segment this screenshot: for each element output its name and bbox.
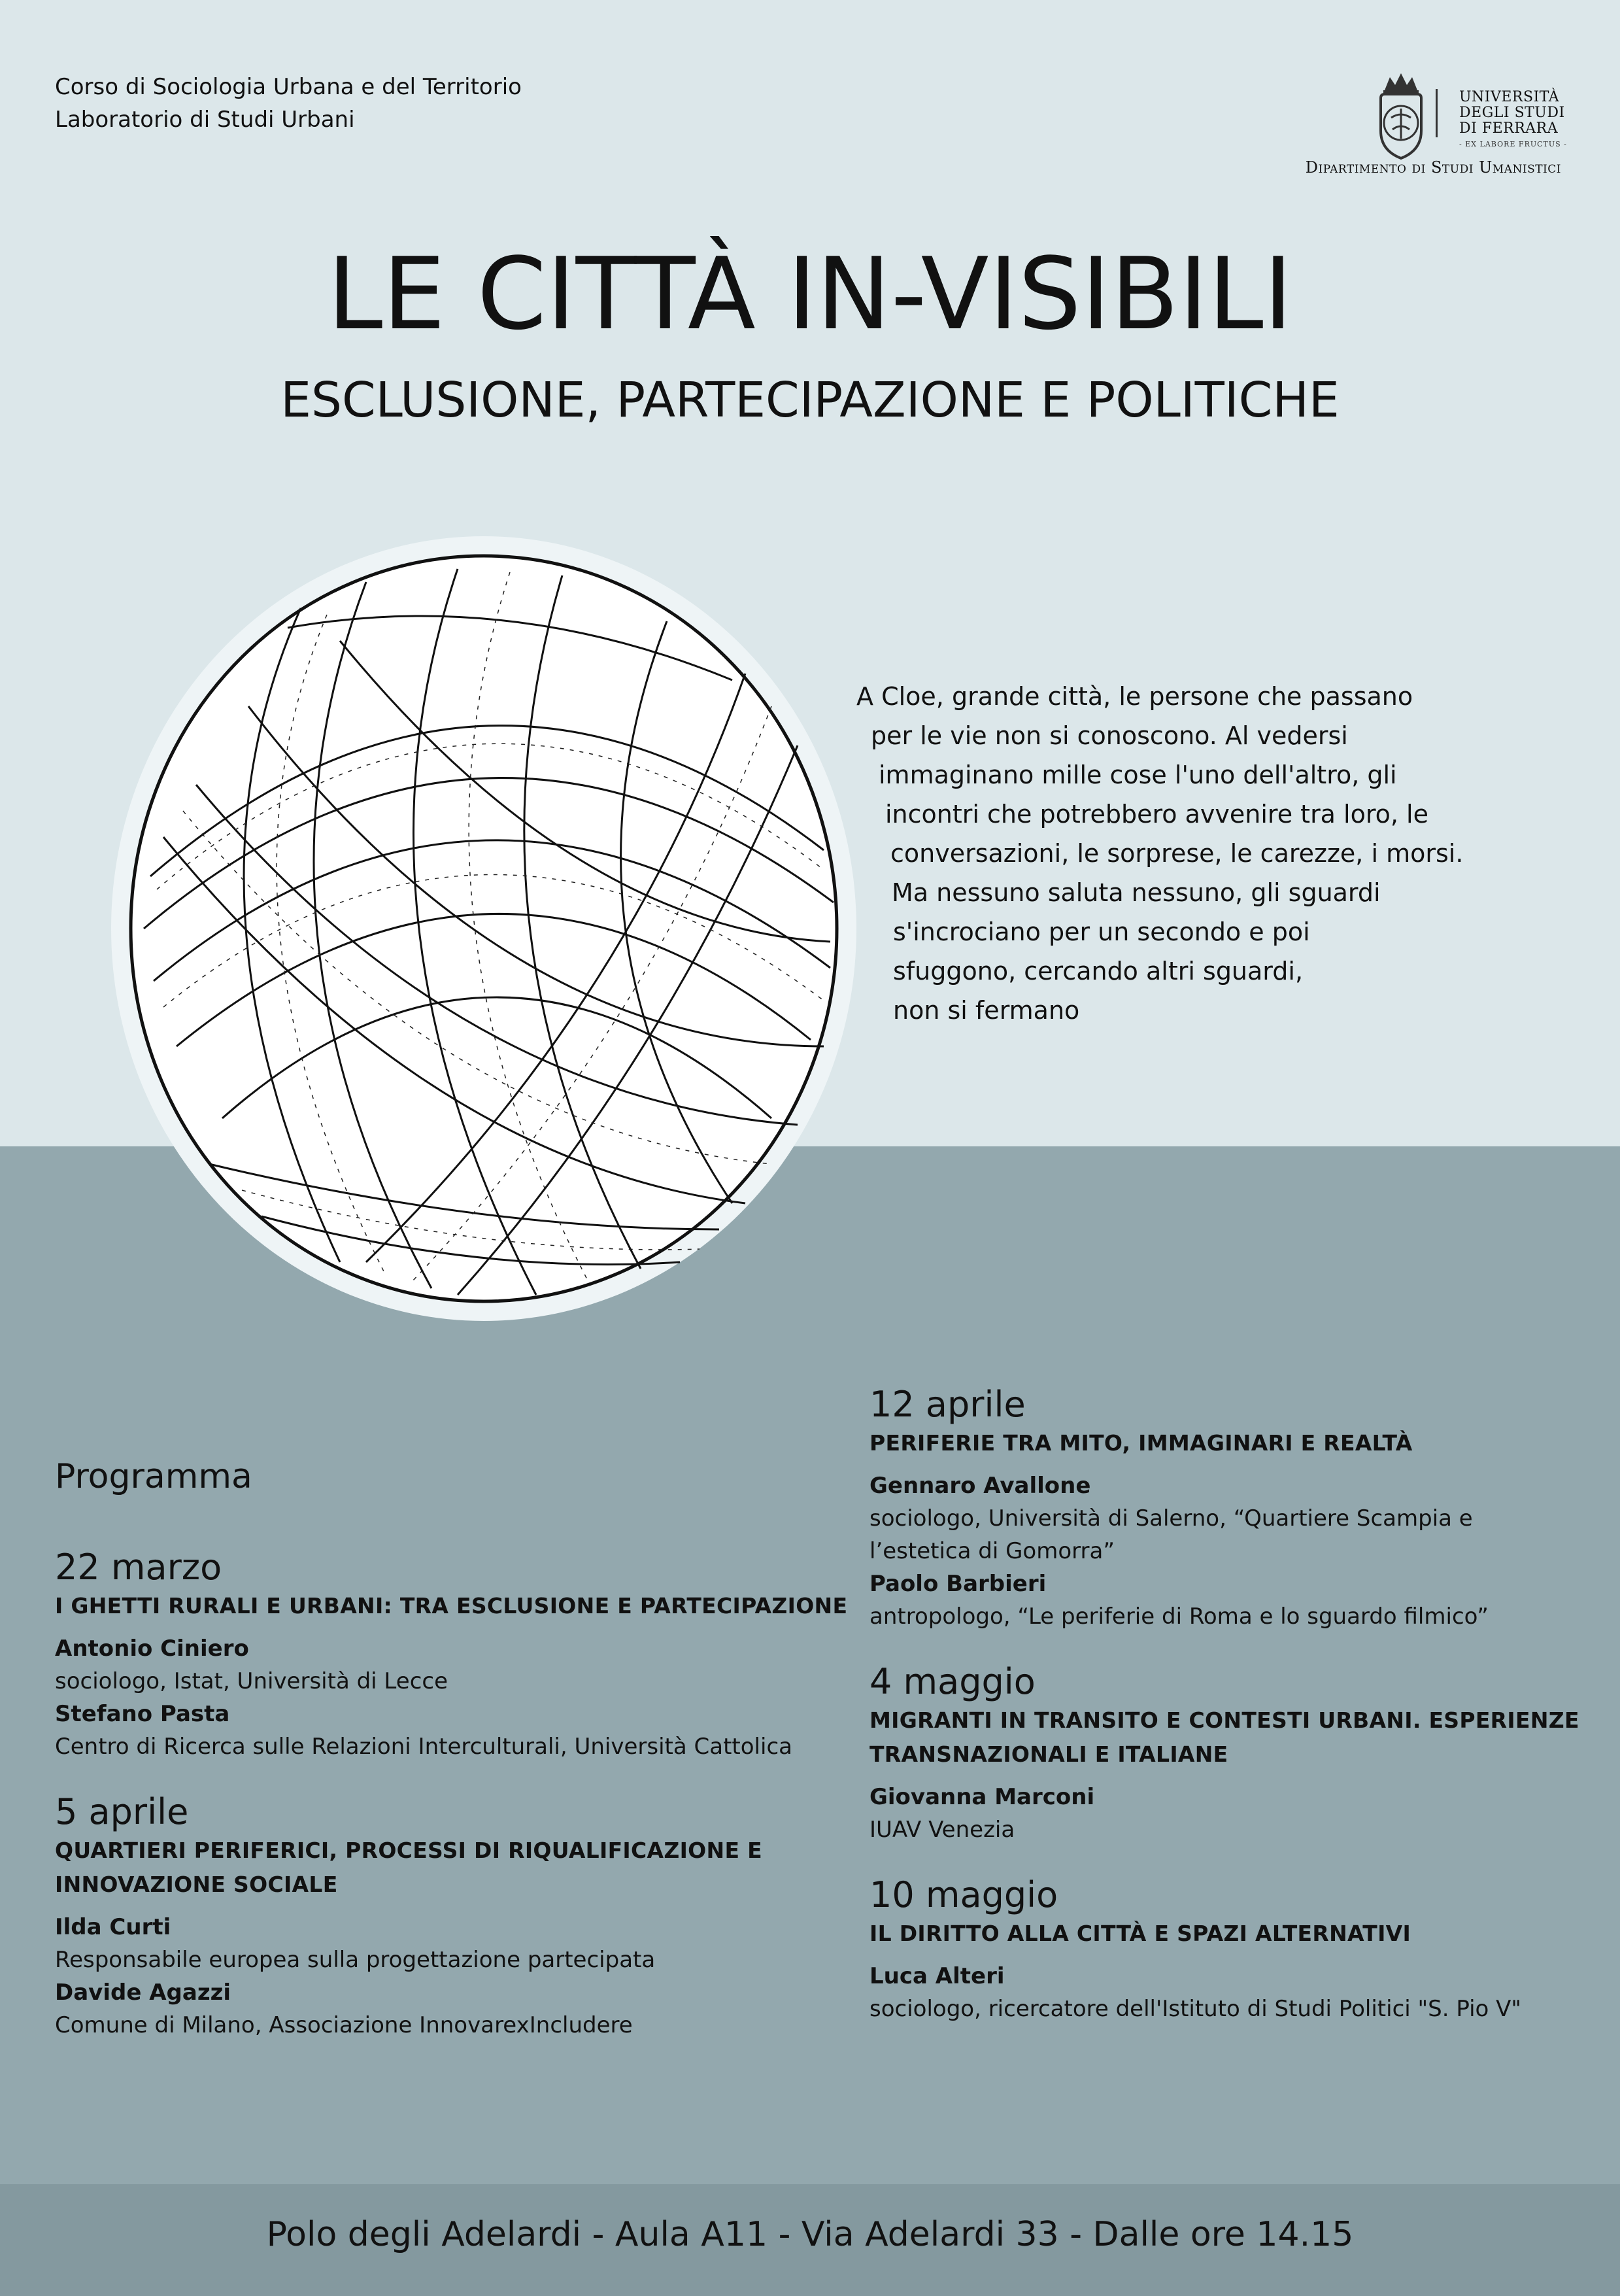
speaker-name: Davide Agazzi — [55, 1979, 231, 2006]
poster-title: LE CITTÀ IN-VISIBILI — [327, 236, 1293, 352]
speaker — [55, 1911, 852, 2042]
session-5-aprile — [55, 1791, 852, 2042]
programme-right-column — [869, 1383, 1620, 2053]
course-name: Corso di Sociologia Urbana e del Territorio — [55, 74, 522, 100]
speaker-role: Responsabile europea sulla progettazione partecipata — [55, 1947, 656, 1973]
quote-line: A Cloe, grande città, le persone che passano — [856, 682, 1413, 711]
speaker-name: Stefano Pasta — [55, 1701, 230, 1727]
speaker-role: Comune di Milano, Associazione InnovarexIncludere — [55, 2012, 633, 2038]
session-title: QUARTIERI PERIFERICI, PROCESSI DI RIQUALIFICAZIONE E — [55, 1838, 762, 1863]
quote-line: Ma nessuno saluta nessuno, gli sguardi — [892, 878, 1381, 907]
session-title: PERIFERIE TRA MITO, IMMAGINARI E REALTÀ — [869, 1430, 1413, 1456]
speaker-role: l’estetica di Gomorra” — [869, 1538, 1115, 1564]
quote-line: conversazioni, le sorprese, le carezze, i morsi. — [890, 839, 1464, 868]
quote-line: s'incrociano per un secondo e poi — [893, 917, 1310, 946]
session-title: IL DIRITTO ALLA CITTÀ E SPAZI ALTERNATIVI — [869, 1921, 1411, 1946]
session-date: 12 aprile — [869, 1384, 1026, 1425]
speaker — [869, 1960, 1620, 2025]
speaker-name: Giovanna Marconi — [869, 1784, 1095, 1810]
speaker-name: Gennaro Avallone — [869, 1473, 1091, 1499]
calvino-quote — [856, 677, 1510, 1030]
session-title: TRANSNAZIONALI E ITALIANE — [869, 1741, 1228, 1767]
speaker-name: Paolo Barbieri — [869, 1571, 1047, 1597]
quote-line: incontri che potrebbero avvenire tra loro, le — [885, 800, 1428, 829]
speaker — [869, 1469, 1620, 1633]
speaker-name: Antonio Ciniero — [55, 1636, 249, 1662]
lab-name: Laboratorio di Studi Urbani — [55, 107, 355, 133]
venue-footer: Polo degli Adelardi - Aula A11 - Via Adelardi 33 - Dalle ore 14.15 — [266, 2215, 1354, 2254]
speaker-role: sociologo, ricercatore dell'Istituto di Studi Politici "S. Pio V" — [869, 1996, 1522, 2022]
quote-line: immaginano mille cose l'uno dell'altro, gli — [879, 761, 1397, 789]
quote-line: per le vie non si conoscono. Al vedersi — [871, 721, 1348, 750]
speaker-role: Centro di Ricerca sulle Relazioni Interculturali, Università Cattolica — [55, 1734, 792, 1760]
speaker-name: Luca Alteri — [869, 1963, 1005, 1989]
session-title: INNOVAZIONE SOCIALE — [55, 1872, 338, 1897]
speaker-role: sociologo, Istat, Università di Lecce — [55, 1668, 448, 1694]
university-motto: - EX LABORE FRUCTUS - — [1459, 140, 1567, 148]
course-info — [55, 71, 522, 136]
quote-line: sfuggono, cercando altri sguardi, — [893, 957, 1304, 985]
yarn-ball-illustration — [92, 510, 869, 1328]
session-title: I GHETTI RURALI E URBANI: TRA ESCLUSIONE E PARTECIPAZIONE — [55, 1593, 848, 1619]
quote-line: non si fermano — [893, 996, 1080, 1025]
session-date: 4 maggio — [869, 1661, 1036, 1702]
speaker — [55, 1632, 852, 1763]
programme-left-column — [55, 1546, 852, 2069]
speaker-role: sociologo, Università di Salerno, “Quartiere Scampia e — [869, 1505, 1473, 1532]
session-22-marzo — [55, 1546, 852, 1763]
speaker-name: Ilda Curti — [55, 1914, 171, 1940]
session-date: 22 marzo — [55, 1547, 222, 1588]
department-name: Dipartimento di Studi Umanistici — [1305, 158, 1561, 177]
session-title: MIGRANTI IN TRANSITO E CONTESTI URBANI. ESPERIENZE — [869, 1707, 1579, 1733]
session-12-aprile — [869, 1383, 1620, 1633]
speaker — [869, 1781, 1620, 1846]
university-name: UNIVERSITÀ DEGLI STUDI DI FERRARA — [1459, 89, 1565, 137]
session-date: 5 aprile — [55, 1791, 189, 1832]
speaker-role: IUAV Venezia — [869, 1817, 1015, 1843]
session-4-maggio — [869, 1660, 1620, 1846]
poster-subtitle: ESCLUSIONE, PARTECIPAZIONE E POLITICHE — [280, 372, 1340, 428]
programme-heading: Programma — [55, 1457, 252, 1496]
session-10-maggio — [869, 1874, 1620, 2025]
speaker-role: antropologo, “Le periferie di Roma e lo sguardo filmico” — [869, 1603, 1489, 1630]
session-date: 10 maggio — [869, 1874, 1058, 1915]
